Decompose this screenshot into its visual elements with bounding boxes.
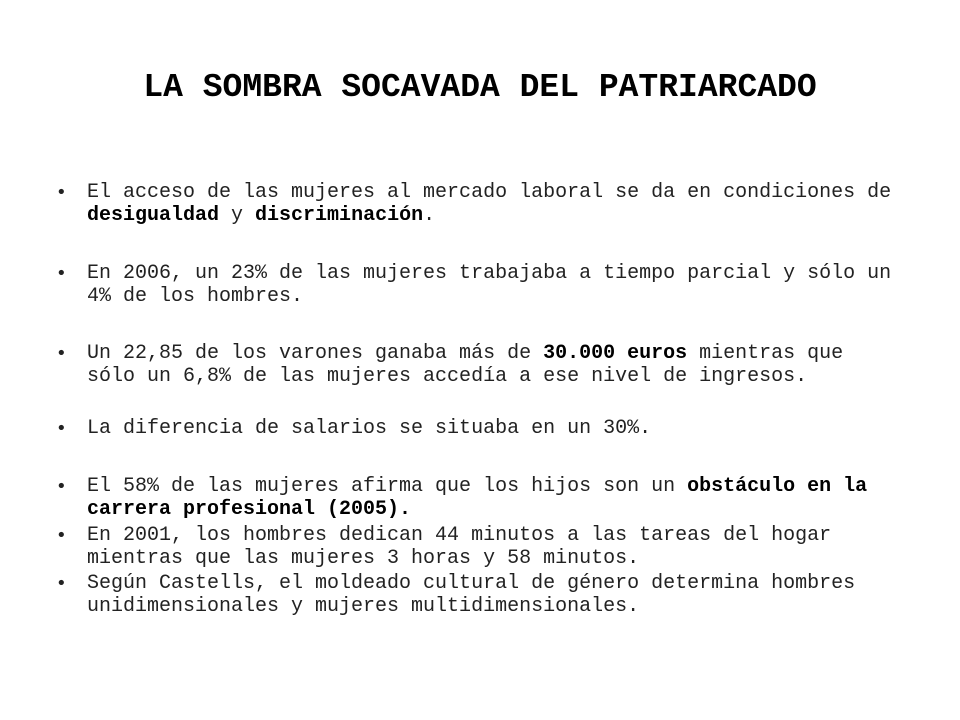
bullet-item-ingresos xyxy=(56,342,916,388)
bullet-plain-text: En 2001, los hombres dedican 44 minutos a las tareas del hogar mientras que las mujeres 3 horas y 58 minutos. xyxy=(87,524,832,570)
bullet-dot-icon: • xyxy=(56,525,67,546)
bullet-text xyxy=(87,262,899,308)
bullet-text xyxy=(87,572,899,618)
bullet-item-tiempo-parcial xyxy=(56,262,916,308)
slide-title: LA SOMBRA SOCAVADA DEL PATRIARCADO xyxy=(143,69,817,106)
bullet-plain-text: Según Castells, el moldeado cultural de género determina hombres unidimensionales y mujeres multidimensionales. xyxy=(87,572,856,618)
bullet-item-hijos-obstaculo xyxy=(56,475,916,521)
bullet-text xyxy=(87,475,899,521)
bullet-item-castells xyxy=(56,572,916,618)
bullet-item-diferencia-salarios xyxy=(56,417,916,440)
bullet-plain-text: El acceso de las mujeres al mercado laboral se da en condiciones de xyxy=(87,181,892,204)
bullet-item-acceso-laboral xyxy=(56,181,916,227)
bullet-dot-icon: • xyxy=(56,573,67,594)
bullet-bold-text: desigualdad xyxy=(87,204,220,227)
bullet-dot-icon: • xyxy=(56,182,67,203)
bullet-plain-text: mientras que sólo un 6,8% de las mujeres accedía a ese nivel de ingresos. xyxy=(87,342,844,388)
bullet-plain-text: El 58% de las mujeres afirma que los hijos son un xyxy=(87,475,688,498)
bullet-text xyxy=(87,417,899,440)
bullet-dot-icon: • xyxy=(56,476,67,497)
bullet-bold-text: discriminación xyxy=(255,204,424,227)
bullet-dot-icon: • xyxy=(56,343,67,364)
bullet-bold-text: obstáculo en la carrera profesional (2005). xyxy=(87,475,868,521)
bullet-plain-text: La diferencia de salarios se situaba en un 30%. xyxy=(87,417,652,440)
bullet-plain-text: Un 22,85 de los varones ganaba más de xyxy=(87,342,544,365)
bullet-dot-icon: • xyxy=(56,418,67,439)
bullet-text xyxy=(87,181,899,227)
bullet-dot-icon: • xyxy=(56,263,67,284)
bullet-text xyxy=(87,342,899,388)
bullet-plain-text: En 2006, un 23% de las mujeres trabajaba a tiempo parcial y sólo un 4% de los hombres. xyxy=(87,262,892,308)
bullet-item-tareas-hogar xyxy=(56,524,916,570)
bullet-text xyxy=(87,524,899,570)
bullet-plain-text: y xyxy=(219,204,256,227)
bullet-bold-text: 30.000 euros xyxy=(543,342,688,365)
bullet-plain-text: . xyxy=(423,204,436,227)
